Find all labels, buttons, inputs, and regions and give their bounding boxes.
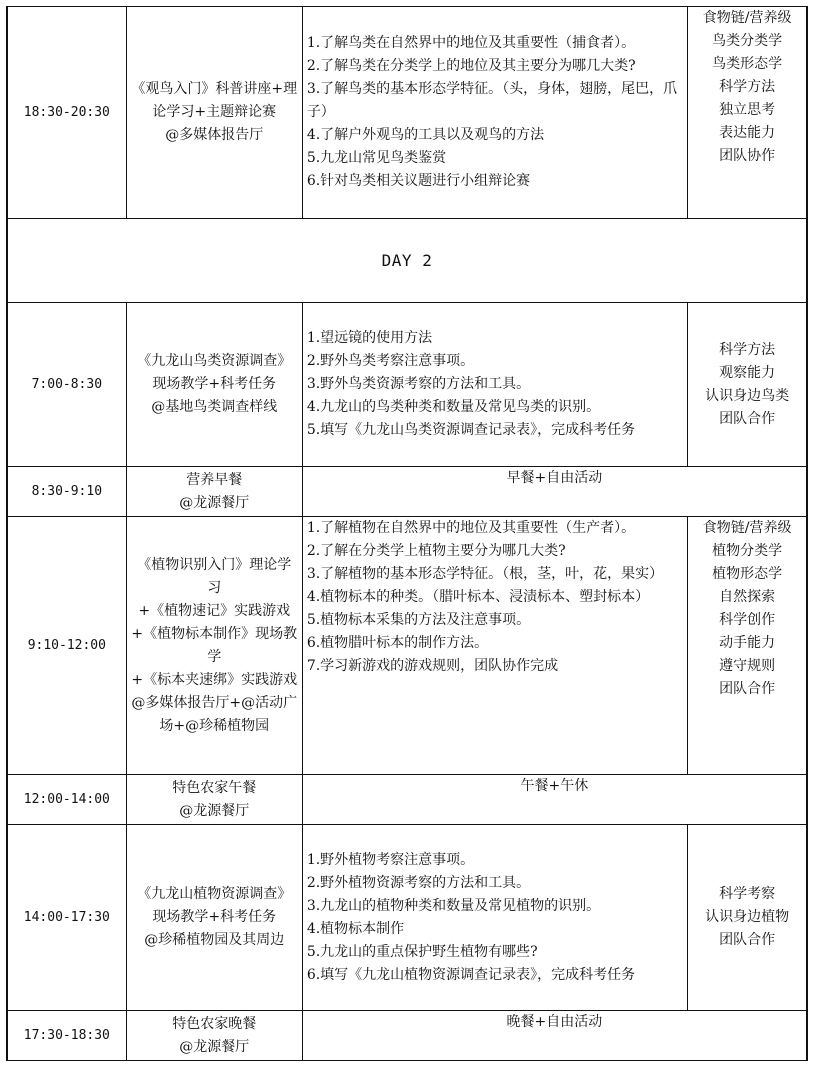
ability-item: 科学方法 <box>719 79 776 95</box>
content-line: 2.野外植物资源考察的方法和工具。 <box>306 874 531 891</box>
content-line: 3.了解植物的基本形态学特征。（根，茎，叶，花，果实） <box>306 566 664 582</box>
content-cell <box>302 825 687 1011</box>
content-line: 6.填写《九龙山植物资源调查记录表》，完成科考任务 <box>306 966 636 983</box>
ability-item: 认识身边鸟类 <box>705 387 790 404</box>
content-line: 5.填写《九龙山鸟类资源调查记录表》，完成科考任务 <box>306 422 636 438</box>
ability-item: 自然探索 <box>719 589 776 605</box>
ability-item: 认识身边植物 <box>705 909 790 925</box>
day-header-row <box>7 219 807 303</box>
content-line: 4.了解户外观鸟的工具以及观鸟的方法 <box>306 127 545 143</box>
ability-item: 科学考察 <box>719 886 776 902</box>
activity-line: @基地鸟类调查样线 <box>151 399 278 415</box>
content-line: 2.了解在分类学上植物主要分为哪几大类? <box>306 543 566 559</box>
activity-line: 《植物识别入门》理论学习 <box>137 556 292 596</box>
table-row <box>7 1011 807 1061</box>
table-row <box>7 467 807 517</box>
ability-item: 独立思考 <box>719 102 776 118</box>
content-cell <box>302 517 687 775</box>
activity-cell <box>126 517 302 775</box>
content-line: 1.了解植物在自然界中的地位及其重要性（生产者）。 <box>306 520 636 536</box>
merged-cell: 午餐+午休 <box>302 775 807 825</box>
content-line: 2.了解鸟类在分类学上的地位及其主要分为哪几大类? <box>306 58 636 74</box>
activity-line: +《标本夹速绑》实践游戏 <box>131 671 298 688</box>
activity-line: @龙源餐厅 <box>179 494 250 511</box>
time-cell: 18:30-20:30 <box>7 7 126 219</box>
schedule-table <box>6 6 808 1061</box>
content-cell <box>302 303 687 467</box>
content-line: 4.九龙山的鸟类种类和数量及常见鸟类的识别。 <box>306 399 601 415</box>
activity-cell <box>126 467 302 517</box>
table-row <box>7 7 807 219</box>
activity-line: 现场教学+科考任务 <box>152 376 277 392</box>
activity-line: @珍稀植物园及其周边 <box>144 932 285 948</box>
activity-line: 《观鸟入门》科普讲座+理论学习+主题辩论赛 <box>131 81 298 120</box>
activity-line: @龙源餐厅 <box>179 802 250 819</box>
activity-line: 特色农家晚餐 <box>172 1015 257 1032</box>
table-row <box>7 775 807 825</box>
ability-item: 科学创作 <box>719 612 776 628</box>
activity-line: @多媒体报告厅+@活动广场+@珍稀植物园 <box>131 694 298 734</box>
content-line: 5.九龙山常见鸟类鉴赏 <box>306 150 447 166</box>
content-cell <box>302 7 687 219</box>
content-line: 4.植物标本的种类。（腊叶标本、浸渍标本、塑封标本） <box>306 589 650 605</box>
time-cell: 12:00-14:00 <box>7 775 126 825</box>
ability-item: 食物链/营养级 <box>702 520 792 536</box>
activity-line: +《植物标本制作》现场教学 <box>131 625 298 665</box>
activity-line: @多媒体报告厅 <box>165 127 264 143</box>
table-row <box>7 825 807 1011</box>
ability-item: 植物形态学 <box>712 566 783 582</box>
content-line: 6.植物腊叶标本的制作方法。 <box>306 635 489 651</box>
ability-item: 团队协作 <box>719 148 776 164</box>
merged-cell: 早餐+自由活动 <box>302 467 807 517</box>
time-cell: 14:00-17:30 <box>7 825 126 1011</box>
activity-line: @龙源餐厅 <box>179 1038 250 1055</box>
ability-item: 动手能力 <box>719 635 776 651</box>
content-line: 3.九龙山的植物种类和数量及常见植物的识别。 <box>306 897 601 914</box>
ability-item: 团队合作 <box>719 932 776 948</box>
ability-item: 科学方法 <box>719 341 776 358</box>
ability-cell <box>688 7 807 219</box>
content-line: 1.望远镜的使用方法 <box>306 330 433 346</box>
time-cell: 7:00-8:30 <box>7 303 126 467</box>
content-line: 3.了解鸟类的基本形态学特征。（头，身体，翅膀，尾巴，爪子） <box>306 81 678 120</box>
ability-item: 团队合作 <box>719 681 776 697</box>
table-row <box>7 303 807 467</box>
activity-line: 营养早餐 <box>186 471 243 488</box>
content-line: 2.野外鸟类考察注意事项。 <box>306 353 475 369</box>
content-line: 1.野外植物考察注意事项。 <box>306 851 475 868</box>
ability-item: 遵守规则 <box>719 658 776 674</box>
day-label: DAY 2 <box>7 219 807 303</box>
ability-item: 鸟类形态学 <box>712 56 783 72</box>
content-line: 5.九龙山的重点保护野生植物有哪些? <box>306 943 538 960</box>
activity-cell <box>126 775 302 825</box>
activity-line: 《九龙山植物资源调查》 <box>137 886 292 902</box>
content-line: 3.野外鸟类资源考察的方法和工具。 <box>306 376 531 392</box>
ability-item: 观察能力 <box>719 364 776 381</box>
activity-cell <box>126 1011 302 1061</box>
time-cell: 9:10-12:00 <box>7 517 126 775</box>
activity-cell <box>126 7 302 219</box>
content-line: 5.植物标本采集的方法及注意事项。 <box>306 612 531 628</box>
content-line: 7.学习新游戏的游戏规则，团队协作完成 <box>306 658 559 674</box>
content-line: 4.植物标本制作 <box>306 920 405 937</box>
merged-cell: 晚餐+自由活动 <box>302 1011 807 1061</box>
activity-cell <box>126 303 302 467</box>
table-row <box>7 517 807 775</box>
time-cell: 8:30-9:10 <box>7 467 126 517</box>
ability-cell <box>688 303 807 467</box>
ability-item: 植物分类学 <box>712 543 783 559</box>
ability-cell <box>688 825 807 1011</box>
activity-line: +《植物速记》实践游戏 <box>138 602 291 619</box>
ability-item: 鸟类分类学 <box>712 33 783 49</box>
activity-line: 《九龙山鸟类资源调查》 <box>137 353 292 369</box>
ability-cell <box>688 517 807 775</box>
time-cell: 17:30-18:30 <box>7 1011 126 1061</box>
content-line: 1.了解鸟类在自然界中的地位及其重要性（捕食者）。 <box>306 35 636 51</box>
content-line: 6.针对鸟类相关议题进行小组辩论赛 <box>306 173 531 189</box>
ability-item: 食物链/营养级 <box>702 10 792 26</box>
activity-cell <box>126 825 302 1011</box>
activity-line: 特色农家午餐 <box>172 779 257 796</box>
ability-item: 表达能力 <box>719 125 776 141</box>
ability-item: 团队合作 <box>719 410 776 427</box>
activity-line: 现场教学+科考任务 <box>152 909 277 925</box>
